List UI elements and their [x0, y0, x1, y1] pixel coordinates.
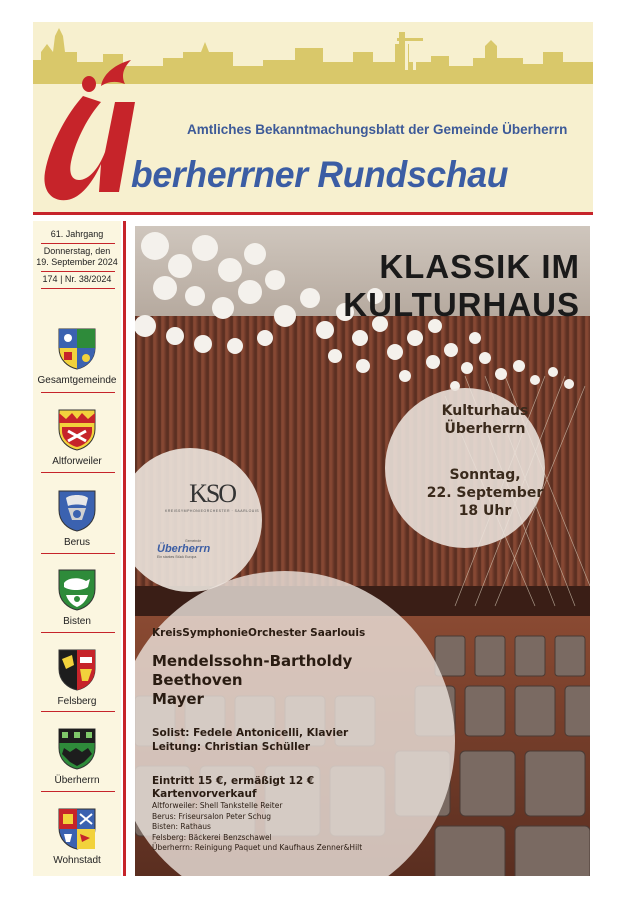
orchestra-logo	[165, 479, 259, 513]
sidebar-item-ueberherrn[interactable]	[33, 728, 121, 786]
orchestra-name: KreisSymphonieOrchester Saarlouis	[152, 627, 366, 639]
orchestra-logo-subtitle: KREISSYMPHONIEORCHESTER · SAARLOUIS	[165, 509, 260, 513]
sidebar-item-label: Altforweiler	[52, 456, 102, 467]
sidebar-item-gesamtgemeinde[interactable]	[33, 328, 121, 386]
issue-divider	[41, 288, 115, 289]
altforweiler-crest-icon	[58, 409, 96, 451]
soloist-credit: Solist: Fedele Antonicelli, Klavier	[152, 727, 349, 739]
sidebar-item-felsberg[interactable]	[33, 649, 121, 707]
sidebar-divider	[41, 632, 115, 633]
composer-item: Mayer	[152, 690, 204, 708]
issue-year: 61. Jahrgang	[50, 229, 104, 239]
wohnstadt-crest-icon	[58, 808, 96, 850]
sidebar-item-label: Felsberg	[57, 696, 97, 707]
bisten-crest-icon	[58, 569, 96, 611]
outlet-item: Bisten: Rathaus	[152, 822, 211, 831]
sidebar-item-bisten[interactable]	[33, 569, 121, 627]
masthead-header	[33, 22, 593, 212]
date-line-1: Sonntag,	[449, 467, 521, 483]
gesamtgemeinde-crest-icon	[58, 328, 96, 370]
concert-date	[395, 466, 575, 520]
issue-number: 174 | Nr. 38/2024	[42, 274, 112, 284]
conductor-credit: Leitung: Christian Schüller	[152, 741, 311, 753]
date-line-2: 22. September	[426, 485, 544, 501]
sidebar-divider	[41, 472, 115, 473]
sidebar-item-altforweiler[interactable]	[33, 409, 121, 467]
felsberg-crest-icon	[58, 649, 96, 691]
ticket-price: Eintritt 15 €, ermäßigt 12 €	[152, 775, 315, 787]
sidebar-divider	[41, 791, 115, 792]
ticket-info	[152, 775, 314, 801]
municipality-logo-name: Überherrn	[157, 543, 211, 555]
municipality-logo	[157, 539, 210, 559]
issue-divider	[41, 243, 115, 244]
presale-title: Kartenvorverkauf	[152, 788, 257, 800]
performer-credits	[152, 726, 348, 754]
sidebar-item-label: Überherrn	[54, 775, 100, 786]
issue-date: 19. September 2024	[36, 257, 118, 267]
presale-outlets	[152, 801, 362, 854]
sidebar	[33, 221, 121, 876]
issue-weekday: Donnerstag, den	[43, 246, 111, 256]
composer-item: Beethoven	[152, 671, 243, 689]
concert-venue	[395, 402, 575, 438]
composer-list	[152, 652, 352, 709]
sidebar-item-label: Wohnstadt	[53, 855, 101, 866]
ueberherrn-u-logo-icon	[35, 56, 145, 206]
header-subtitle: Amtliches Bekanntmachungsblatt der Gemeinde Überherrn	[187, 122, 568, 137]
orchestra-logo-mark: KSO	[189, 479, 236, 508]
sidebar-item-wohnstadt[interactable]	[33, 808, 121, 866]
outlet-item: Überherrn: Reinigung Paquet und Kaufhaus Zenner&Hilt	[152, 843, 363, 852]
issue-divider	[41, 271, 115, 272]
newspaper-title: berherrner Rundschau	[131, 154, 509, 195]
composer-item: Mendelssohn-Bartholdy	[152, 652, 353, 670]
outlet-item: Felsberg: Bäckerei Benzschawel	[152, 832, 272, 842]
outlet-item: Altforweiler: Shell Tankstelle Reiter	[152, 801, 283, 810]
sidebar-divider-vertical	[123, 221, 126, 876]
ueberherrn-crest-icon	[58, 728, 96, 770]
municipality-logo-kicker: Gemeinde	[185, 539, 202, 543]
concert-poster	[135, 226, 590, 876]
berus-crest-icon	[58, 490, 96, 532]
sidebar-divider	[41, 392, 115, 393]
header-divider	[33, 212, 593, 215]
municipality-logo-slogan: Ein starkes Stück Europa	[157, 555, 197, 559]
sidebar-item-label: Berus	[63, 537, 91, 548]
date-line-3: 18 Uhr	[458, 503, 512, 519]
venue-line-1: Kulturhaus	[441, 403, 529, 419]
headline-line-1: KLASSIK IM	[379, 248, 580, 285]
sidebar-item-label: Gesamtgemeinde	[37, 375, 117, 386]
sidebar-item-label: Bisten	[63, 616, 91, 627]
venue-line-2: Überherrn	[444, 421, 526, 437]
sidebar-item-berus[interactable]	[33, 490, 121, 548]
sidebar-divider	[41, 711, 115, 712]
poster-headline	[275, 248, 580, 324]
headline-line-2: KULTURHAUS	[343, 286, 580, 323]
outlet-item: Berus: Friseursalon Peter Schug	[152, 811, 272, 821]
sidebar-divider	[41, 553, 115, 554]
